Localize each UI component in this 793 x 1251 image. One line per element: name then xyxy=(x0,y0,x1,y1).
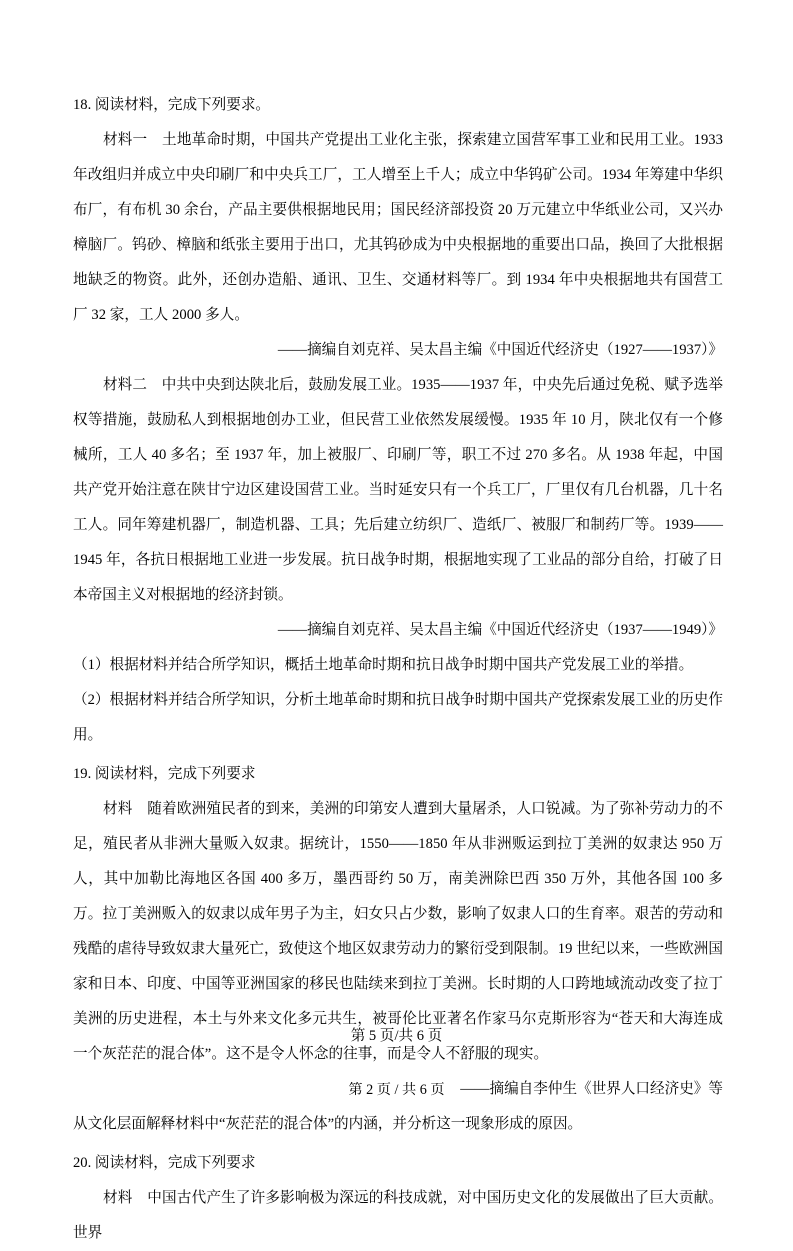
inner-page-number-footer xyxy=(0,1026,793,1046)
material-two-citation: ——摘编自刘克祥、吴太昌主编《中国近代经济史（1937——1949）》 xyxy=(277,622,723,638)
material-two-text: 材料二 中共中央到达陕北后，鼓励发展工业。1935——1937 年，中央先后通过免税、赋予选举权等措施，鼓励私人到根据地创办工业，但民营工业依然发展缓慢。1935 年 10 月，陕北仅有一个修械所，工人 40 多名；至 1937 年，加上被服厂、印刷厂等，职工不过 270 多名。从 1938 年起，中国共产党开始注意在陕甘宁边区建设国营工业。当时延安只有一个兵工厂，厂里仅有几台机器，几十名工人。同年筹建机器厂，制造机器、工具；先后建立纺织厂、造纸厂、被服厂和制药厂等。1939——1945 年，各抗日根据地工业进一步发展。抗日战争时期，根据地实现了工业品的部分自给，打破了日本帝国主义对根据地的经济封锁。 xyxy=(73,377,723,603)
material-one-text: 材料一 土地革命时期，中国共产党提出工业化主张，探索建立国营军事工业和民用工业。1933 年改组归并成立中央印刷厂和中央兵工厂，工人增至上千人；成立中华钨矿公司。1934 年筹建中华织布厂，有布机 30 余台，产品主要供根据地民用；国民经济部投资 20 万元建立中华纸业公司，又兴办樟脑厂。钨砂、樟脑和纸张主要用于出口，尤其钨砂成为中央根据地的重要出口品，换回了大批根据地缺乏的物资。此外，还创办造船、通讯、卫生、交通材料等厂。到 1934 年中央根据地共有国营工厂 32 家，工人 2000 多人。 xyxy=(73,132,723,323)
material-text-20: 材料 中国古代产生了许多影响极为深远的科技成就，对中国历史文化的发展做出了巨大贡献。世界 xyxy=(73,1190,723,1241)
page-content-column xyxy=(73,88,723,1251)
question-stem-19: 19. 阅读材料，完成下列要求 xyxy=(73,766,256,782)
material-one-citation: ——摘编自刘克祥、吴太昌主编《中国近代经济史（1927——1937）》 xyxy=(277,342,723,358)
material-text-19: 材料 随着欧洲殖民者的到来，美洲的印第安人遭到大量屠杀，人口锐减。为了弥补劳动力的不足，殖民者从非洲大量贩入奴隶。据统计，1550——1850 年从非洲贩运到拉丁美洲的奴隶达 950 万人，其中加勒比海地区各国 400 多万，墨西哥约 50 万，南美洲除巴西 350 万外，其他各国 100 多万。拉丁美洲贩入的奴隶以成年男子为主，妇女只占少数，影响了奴隶人口的生育率。艰苦的劳动和残酷的虐待导致奴隶大量死亡，致使这个地区奴隶劳动力的繁衍受到限制。19 世纪以来，一些欧洲国家和日本、印度、中国等亚洲国家的移民也陆续来到拉丁美洲。长时期的人口跨地域流动改变了拉丁美洲的历史进程，本土与外来文化多元共生，被哥伦比亚著名作家马尔克斯形容为“苍天和大海连成一个灰茫茫的混合体”。这不是令人怀念的往事，而是令人不舒服的现实。 xyxy=(73,801,723,1062)
outer-page-number-label: 第 2 页 / 共 6 页 xyxy=(348,1082,445,1098)
outer-page-number-footer xyxy=(0,1080,793,1100)
question-block-20 xyxy=(73,1146,723,1251)
question-stem-20: 20. 阅读材料，完成下列要求 xyxy=(73,1155,256,1171)
sub-question-18-1: （1）根据材料并结合所学知识，概括土地革命时期和抗日战争时期中国共产党发展工业的举措。 xyxy=(73,657,694,673)
question-stem-18: 18. 阅读材料，完成下列要求。 xyxy=(73,97,271,113)
sub-question-18-2: （2）根据材料并结合所学知识，分析土地革命时期和抗日战争时期中国共产党探索发展工业的历史作用。 xyxy=(73,692,723,743)
inner-page-number-label: 第 5 页/共 6 页 xyxy=(350,1028,443,1044)
question-block-18 xyxy=(73,88,723,753)
material-citation-19: ——摘编自李仲生《世界人口经济史》等 xyxy=(460,1081,723,1097)
sub-question-19-1: 从文化层面解释材料中“灰茫茫的混合体”的内涵，并分析这一现象形成的原因。 xyxy=(73,1116,583,1132)
